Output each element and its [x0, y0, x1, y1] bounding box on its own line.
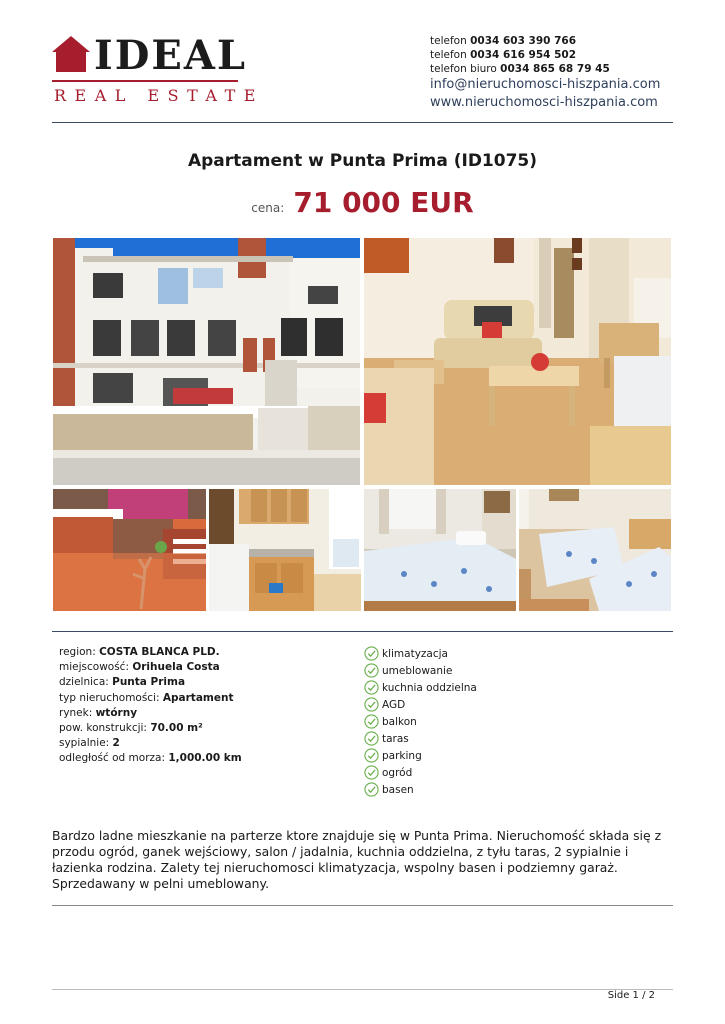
detail-value: COSTA BLANCA PLD.	[99, 646, 220, 658]
detail-label: dzielnica:	[59, 676, 109, 689]
website-link[interactable]: www.nieruchomosci-hiszpania.com	[430, 95, 658, 110]
check-icon	[364, 765, 379, 780]
detail-value: Punta Prima	[112, 676, 186, 689]
price-line	[0, 186, 725, 219]
phone-row	[430, 62, 690, 76]
detail-row	[59, 721, 349, 736]
phone-number[interactable]: 0034 865 68 79 45	[500, 63, 610, 75]
header-divider	[52, 122, 673, 123]
check-icon	[364, 663, 379, 678]
detail-label: pow. konstrukcji:	[59, 722, 147, 735]
check-icon	[364, 782, 379, 797]
detail-row	[59, 736, 349, 751]
email-link[interactable]: info@nieruchomosci-hiszpania.com	[430, 77, 661, 92]
feature-item	[364, 781, 564, 798]
property-details	[59, 645, 349, 767]
phone-number[interactable]: 0034 616 954 502	[470, 49, 577, 61]
feature-item	[364, 696, 564, 713]
feature-label: basen	[382, 783, 414, 796]
feature-label: kuchnia oddzielna	[382, 681, 477, 694]
phone-row	[430, 48, 690, 62]
detail-value: Orihuela Costa	[132, 661, 220, 674]
detail-value: 70.00 m²	[150, 722, 203, 735]
company-logo	[52, 32, 264, 108]
feature-label: ogród	[382, 766, 413, 779]
house-logo-icon	[52, 36, 90, 74]
detail-value: Apartament	[162, 691, 234, 704]
detail-label: odległość od morza:	[59, 752, 165, 765]
detail-value: 2	[112, 737, 120, 750]
detail-row	[59, 706, 349, 721]
page-number: Side 1 / 2	[607, 990, 655, 1001]
listing-title: Apartament w Punta Prima (ID1075)	[187, 151, 538, 171]
feature-label: balkon	[382, 715, 417, 728]
detail-row	[59, 660, 349, 675]
feature-label: AGD	[382, 698, 406, 711]
details-divider	[52, 631, 673, 632]
phone-row	[430, 34, 690, 48]
feature-label: parking	[382, 749, 422, 762]
photo-terrace[interactable]	[53, 489, 206, 611]
contact-block	[430, 34, 690, 112]
feature-item	[364, 645, 564, 662]
price-value: 71 000 EUR	[293, 186, 474, 219]
feature-item	[364, 662, 564, 679]
footer-divider	[52, 989, 673, 990]
check-icon	[364, 714, 379, 729]
photo-bedroom-1[interactable]	[364, 489, 516, 611]
photo-building-facade[interactable]	[53, 238, 360, 485]
feature-item	[364, 730, 564, 747]
price-label: cena:	[251, 201, 285, 215]
photo-kitchen[interactable]	[209, 489, 361, 611]
check-icon	[364, 680, 379, 695]
detail-value: 1,000.00 km	[168, 752, 242, 765]
detail-label: miejscowość:	[59, 661, 129, 674]
phone-label: telefon	[430, 35, 467, 47]
logo-wordmark: IDEAL	[94, 32, 248, 79]
check-icon	[364, 731, 379, 746]
feature-item	[364, 764, 564, 781]
detail-row	[59, 691, 349, 706]
description-divider	[52, 905, 673, 906]
feature-item	[364, 747, 564, 764]
detail-label: rynek:	[59, 706, 93, 719]
check-icon	[364, 748, 379, 763]
detail-label: typ nieruchomości:	[59, 691, 160, 704]
logo-divider	[52, 80, 238, 82]
phone-label: telefon biuro	[430, 63, 497, 75]
feature-item	[364, 713, 564, 730]
feature-list	[364, 645, 564, 798]
feature-label: taras	[382, 732, 409, 745]
phone-number[interactable]: 0034 603 390 766	[470, 35, 577, 47]
feature-label: klimatyzacja	[382, 647, 448, 660]
detail-label: region:	[59, 646, 96, 658]
detail-value: wtórny	[95, 706, 138, 719]
logo-subtitle: REAL ESTATE	[54, 86, 264, 105]
feature-label: umeblowanie	[382, 664, 453, 677]
check-icon	[364, 697, 379, 712]
detail-row	[59, 645, 349, 660]
detail-row	[59, 675, 349, 690]
phone-label: telefon	[430, 49, 467, 61]
property-description: Bardzo ladne mieszkanie na parterze ktore znajduje się w Punta Prima. Nieruchomość składa się z przodu ogród, ganek wejściowy, salon / jadalnia, kuchnia oddzielna, z tyłu taras, 2 sypialnie i łazienka rodzina. Zalety tej nieruchomosci klimatyzacja, wspolny basen i podziemny garaż. Sprzedawany w pelni umeblowany.	[52, 828, 662, 891]
feature-item	[364, 679, 564, 696]
photo-bedroom-2[interactable]	[519, 489, 671, 611]
photo-living-room[interactable]	[364, 238, 671, 485]
check-icon	[364, 646, 379, 661]
detail-label: sypialnie:	[59, 737, 110, 750]
detail-row	[59, 751, 349, 766]
